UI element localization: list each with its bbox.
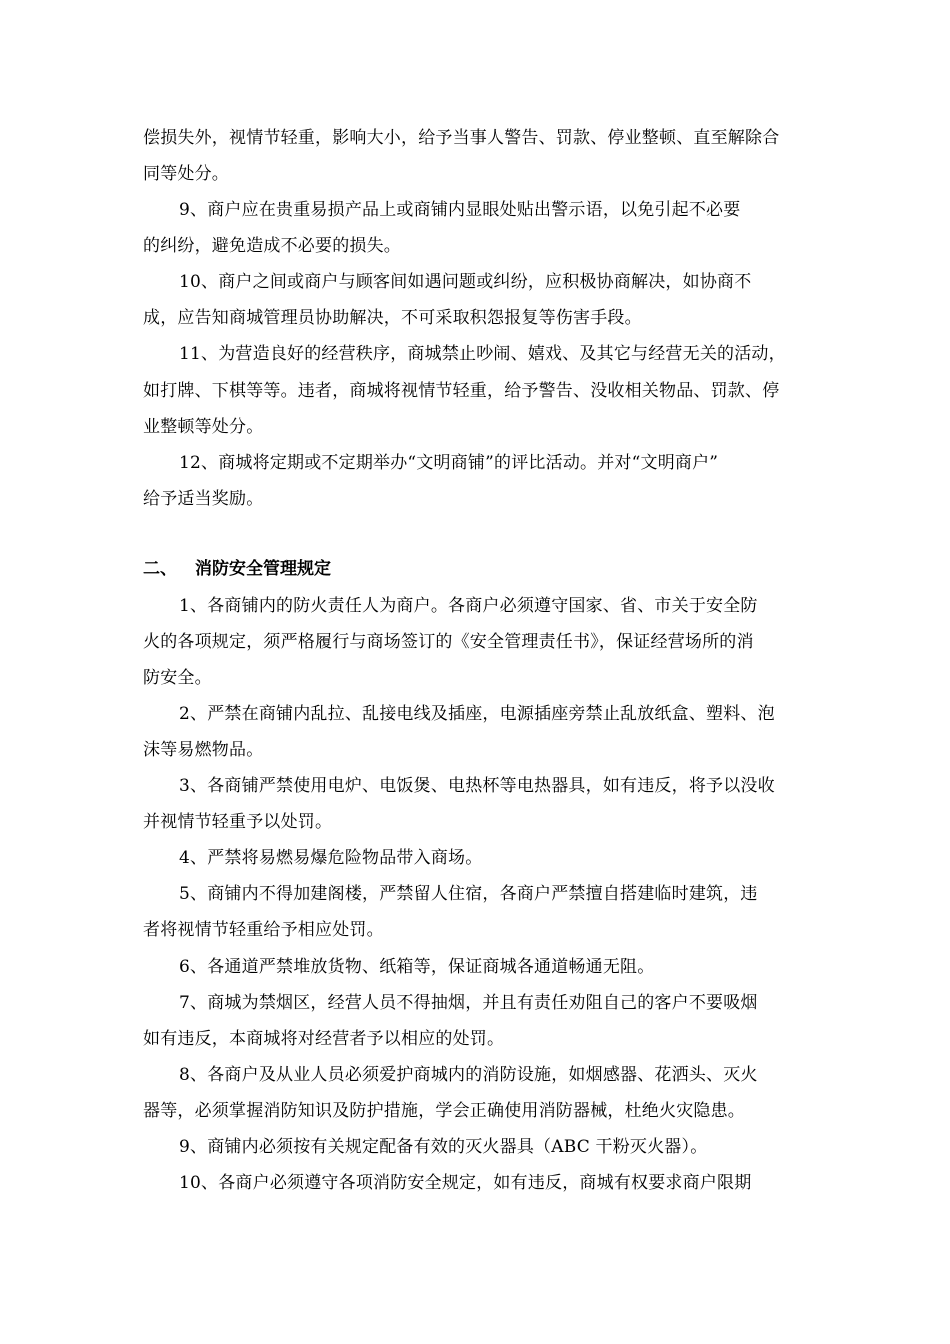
paragraph-line: 火的各项规定，须严格履行与商场签订的《安全管理责任书》，保证经营场所的消 bbox=[143, 632, 754, 652]
section-title: 消防安全管理规定 bbox=[195, 559, 331, 579]
paragraph-line: 者将视情节轻重给予相应处罚。 bbox=[143, 920, 384, 940]
paragraph-line: 业整顿等处分。 bbox=[143, 417, 264, 437]
paragraph-line: 如有违反，本商城将对经营者予以相应的处罚。 bbox=[143, 1029, 505, 1049]
paragraph-line: 的纠纷，避免造成不必要的损失。 bbox=[143, 236, 401, 256]
paragraph-line: 5、商铺内不得加建阁楼，严禁留人住宿，各商户严禁擅自搭建临时建筑，违 bbox=[179, 884, 758, 904]
paragraph-line: 8、各商户及从业人员必须爱护商城内的消防设施，如烟感器、花洒头、灭火 bbox=[179, 1065, 758, 1085]
section-heading bbox=[143, 557, 331, 581]
section-number: 二、 bbox=[143, 559, 177, 579]
paragraph-line: 3、各商铺严禁使用电炉、电饭煲、电热杯等电热器具，如有违反，将予以没收 bbox=[179, 776, 775, 796]
paragraph-line: 沫等易燃物品。 bbox=[143, 740, 264, 760]
paragraph-line: 10、商户之间或商户与顾客间如遇问题或纠纷，应积极协商解决，如协商不 bbox=[179, 272, 752, 292]
paragraph-line: 器等，必须掌握消防知识及防护措施，学会正确使用消防器械，杜绝火灾隐患。 bbox=[143, 1101, 745, 1121]
paragraph-line: 给予适当奖励。 bbox=[143, 489, 264, 509]
paragraph-line: 12、商城将定期或不定期举办“文明商铺”的评比活动。并对“文明商户” bbox=[179, 453, 719, 473]
paragraph-line: 9、商户应在贵重易损产品上或商铺内显眼处贴出警示语，以免引起不必要 bbox=[179, 200, 741, 220]
paragraph-line: 10、各商户必须遵守各项消防安全规定，如有违反，商城有权要求商户限期 bbox=[179, 1173, 752, 1193]
paragraph-line: 9、商铺内必须按有关规定配备有效的灭火器具（ABC 干粉灭火器）。 bbox=[179, 1137, 708, 1157]
paragraph-line: 4、严禁将易燃易爆危险物品带入商场。 bbox=[179, 848, 483, 868]
paragraph-line: 6、各通道严禁堆放货物、纸箱等，保证商城各通道畅通无阻。 bbox=[179, 957, 655, 977]
paragraph-line: 成，应告知商城管理员协助解决，不可采取积怨报复等伤害手段。 bbox=[143, 308, 642, 328]
paragraph-line: 偿损失外，视情节轻重，影响大小，给予当事人警告、罚款、停业整顿、直至解除合 bbox=[143, 128, 780, 148]
paragraph-line: 2、严禁在商铺内乱拉、乱接电线及插座，电源插座旁禁止乱放纸盒、塑料、泡 bbox=[179, 704, 775, 724]
paragraph-line: 同等处分。 bbox=[143, 164, 229, 184]
paragraph-line: 7、商城为禁烟区，经营人员不得抽烟，并且有责任劝阻自己的客户不要吸烟 bbox=[179, 993, 758, 1013]
paragraph-line: 防安全。 bbox=[143, 668, 212, 688]
paragraph-line: 11、为营造良好的经营秩序，商城禁止吵闹、嬉戏、及其它与经营无关的活动， bbox=[179, 344, 786, 364]
paragraph-line: 如打牌、下棋等等。违者，商城将视情节轻重，给予警告、没收相关物品、罚款、停 bbox=[143, 381, 780, 401]
paragraph-line: 并视情节轻重予以处罚。 bbox=[143, 812, 333, 832]
paragraph-line: 1、各商铺内的防火责任人为商户。各商户必须遵守国家、省、市关于安全防 bbox=[179, 596, 758, 616]
